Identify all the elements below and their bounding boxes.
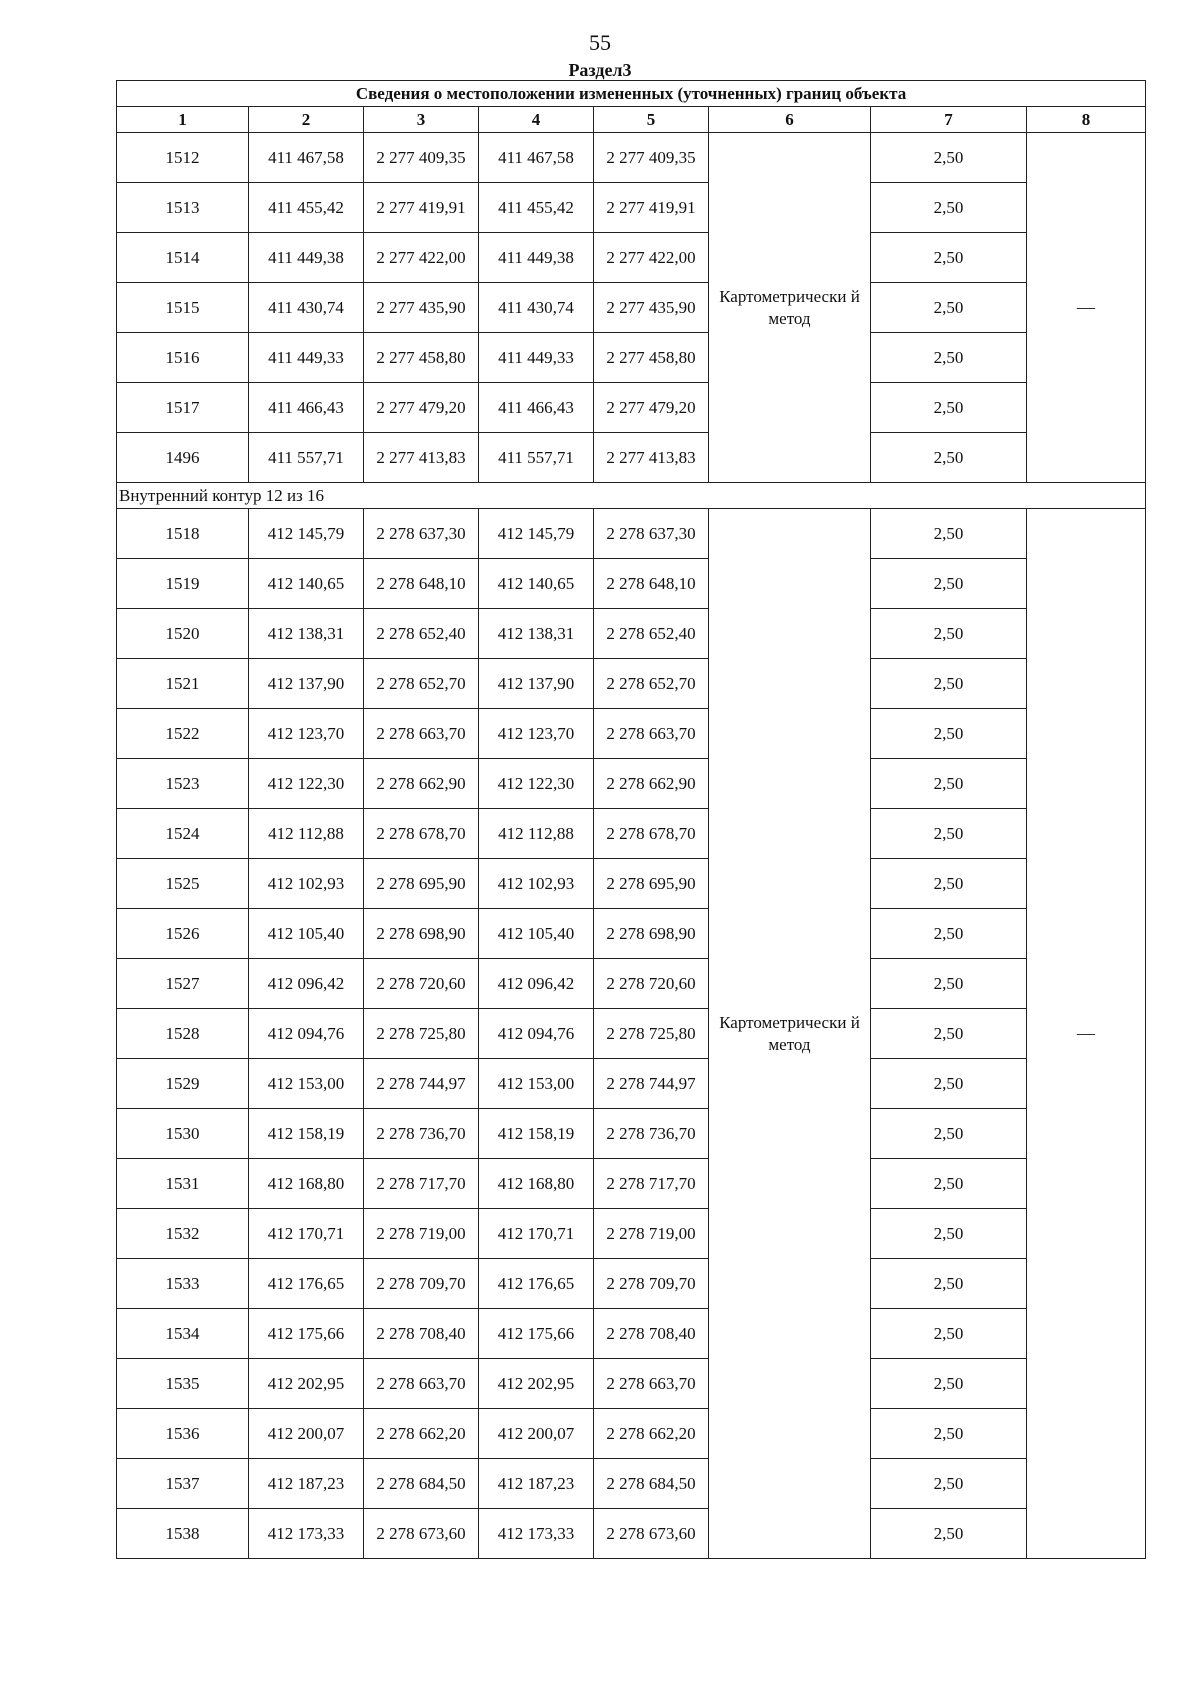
y-existing-cell: 2 278 662,90 bbox=[364, 759, 479, 809]
point-number-cell: 1529 bbox=[117, 1059, 249, 1109]
x-existing-cell: 412 112,88 bbox=[249, 809, 364, 859]
table-row bbox=[117, 1359, 1146, 1409]
x-new-cell: 412 102,93 bbox=[479, 859, 594, 909]
x-existing-cell: 411 449,38 bbox=[249, 233, 364, 283]
accuracy-cell: 2,50 bbox=[871, 1159, 1027, 1209]
y-new-cell: 2 277 422,00 bbox=[594, 233, 709, 283]
boundary-table bbox=[116, 80, 1146, 1559]
accuracy-cell: 2,50 bbox=[871, 1059, 1027, 1109]
table-row bbox=[117, 859, 1146, 909]
y-new-cell: 2 277 413,83 bbox=[594, 433, 709, 483]
x-new-cell: 411 467,58 bbox=[479, 133, 594, 183]
table-row bbox=[117, 1059, 1146, 1109]
table-row bbox=[117, 1009, 1146, 1059]
y-existing-cell: 2 278 695,90 bbox=[364, 859, 479, 909]
table-row bbox=[117, 1459, 1146, 1509]
y-new-cell: 2 278 652,70 bbox=[594, 659, 709, 709]
accuracy-cell: 2,50 bbox=[871, 133, 1027, 183]
x-new-cell: 411 455,42 bbox=[479, 183, 594, 233]
table-row bbox=[117, 659, 1146, 709]
x-new-cell: 412 145,79 bbox=[479, 509, 594, 559]
y-existing-cell: 2 278 652,70 bbox=[364, 659, 479, 709]
table-row bbox=[117, 283, 1146, 333]
contour-label: Внутренний контур 12 из 16 bbox=[117, 483, 1146, 509]
table-row bbox=[117, 609, 1146, 659]
y-existing-cell: 2 278 648,10 bbox=[364, 559, 479, 609]
x-existing-cell: 412 140,65 bbox=[249, 559, 364, 609]
x-new-cell: 411 449,38 bbox=[479, 233, 594, 283]
y-new-cell: 2 278 725,80 bbox=[594, 1009, 709, 1059]
accuracy-cell: 2,50 bbox=[871, 183, 1027, 233]
table-row bbox=[117, 959, 1146, 1009]
table-row bbox=[117, 333, 1146, 383]
y-existing-cell: 2 277 435,90 bbox=[364, 283, 479, 333]
x-existing-cell: 412 202,95 bbox=[249, 1359, 364, 1409]
accuracy-cell: 2,50 bbox=[871, 809, 1027, 859]
accuracy-cell: 2,50 bbox=[871, 909, 1027, 959]
point-number-cell: 1496 bbox=[117, 433, 249, 483]
accuracy-cell: 2,50 bbox=[871, 659, 1027, 709]
y-new-cell: 2 278 662,20 bbox=[594, 1409, 709, 1459]
y-new-cell: 2 278 663,70 bbox=[594, 1359, 709, 1409]
point-number-cell: 1534 bbox=[117, 1309, 249, 1359]
x-new-cell: 412 122,30 bbox=[479, 759, 594, 809]
x-new-cell: 412 187,23 bbox=[479, 1459, 594, 1509]
point-number-cell: 1535 bbox=[117, 1359, 249, 1409]
y-new-cell: 2 277 458,80 bbox=[594, 333, 709, 383]
point-number-cell: 1523 bbox=[117, 759, 249, 809]
x-existing-cell: 412 200,07 bbox=[249, 1409, 364, 1459]
x-existing-cell: 411 466,43 bbox=[249, 383, 364, 433]
column-number-5: 5 bbox=[594, 107, 709, 133]
y-existing-cell: 2 278 698,90 bbox=[364, 909, 479, 959]
x-existing-cell: 412 096,42 bbox=[249, 959, 364, 1009]
point-number-cell: 1515 bbox=[117, 283, 249, 333]
x-new-cell: 412 170,71 bbox=[479, 1209, 594, 1259]
point-number-cell: 1524 bbox=[117, 809, 249, 859]
table-row bbox=[117, 383, 1146, 433]
x-new-cell: 412 175,66 bbox=[479, 1309, 594, 1359]
table-body bbox=[117, 133, 1146, 1559]
page-number: 55 bbox=[589, 30, 611, 55]
accuracy-cell: 2,50 bbox=[871, 1459, 1027, 1509]
y-existing-cell: 2 278 663,70 bbox=[364, 709, 479, 759]
x-new-cell: 412 112,88 bbox=[479, 809, 594, 859]
y-existing-cell: 2 277 458,80 bbox=[364, 333, 479, 383]
x-existing-cell: 412 170,71 bbox=[249, 1209, 364, 1259]
accuracy-cell: 2,50 bbox=[871, 1259, 1027, 1309]
table-row bbox=[117, 1209, 1146, 1259]
x-new-cell: 412 202,95 bbox=[479, 1359, 594, 1409]
accuracy-cell: 2,50 bbox=[871, 283, 1027, 333]
x-existing-cell: 412 158,19 bbox=[249, 1109, 364, 1159]
x-existing-cell: 412 145,79 bbox=[249, 509, 364, 559]
point-number-cell: 1513 bbox=[117, 183, 249, 233]
accuracy-cell: 2,50 bbox=[871, 333, 1027, 383]
table-row bbox=[117, 809, 1146, 859]
x-existing-cell: 412 187,23 bbox=[249, 1459, 364, 1509]
y-new-cell: 2 278 695,90 bbox=[594, 859, 709, 909]
accuracy-cell: 2,50 bbox=[871, 559, 1027, 609]
accuracy-cell: 2,50 bbox=[871, 383, 1027, 433]
x-new-cell: 411 466,43 bbox=[479, 383, 594, 433]
y-new-cell: 2 278 673,60 bbox=[594, 1509, 709, 1559]
x-new-cell: 412 173,33 bbox=[479, 1509, 594, 1559]
y-new-cell: 2 277 419,91 bbox=[594, 183, 709, 233]
y-new-cell: 2 278 698,90 bbox=[594, 909, 709, 959]
x-existing-cell: 412 175,66 bbox=[249, 1309, 364, 1359]
table-row bbox=[117, 133, 1146, 183]
x-new-cell: 411 449,33 bbox=[479, 333, 594, 383]
accuracy-cell: 2,50 bbox=[871, 859, 1027, 909]
point-number-cell: 1526 bbox=[117, 909, 249, 959]
accuracy-cell: 2,50 bbox=[871, 1309, 1027, 1359]
x-new-cell: 412 094,76 bbox=[479, 1009, 594, 1059]
accuracy-cell: 2,50 bbox=[871, 1009, 1027, 1059]
point-number-cell: 1525 bbox=[117, 859, 249, 909]
point-number-cell: 1520 bbox=[117, 609, 249, 659]
point-number-cell: 1532 bbox=[117, 1209, 249, 1259]
table-row bbox=[117, 1509, 1146, 1559]
table-row bbox=[117, 183, 1146, 233]
x-existing-cell: 412 102,93 bbox=[249, 859, 364, 909]
table-row bbox=[117, 1109, 1146, 1159]
contour-row bbox=[117, 483, 1146, 509]
point-number-cell: 1536 bbox=[117, 1409, 249, 1459]
point-number-cell: 1530 bbox=[117, 1109, 249, 1159]
point-number-cell: 1516 bbox=[117, 333, 249, 383]
point-number-cell: 1531 bbox=[117, 1159, 249, 1209]
y-existing-cell: 2 277 479,20 bbox=[364, 383, 479, 433]
y-existing-cell: 2 278 717,70 bbox=[364, 1159, 479, 1209]
column-number-7: 7 bbox=[871, 107, 1027, 133]
x-existing-cell: 411 455,42 bbox=[249, 183, 364, 233]
x-existing-cell: 412 105,40 bbox=[249, 909, 364, 959]
y-new-cell: 2 278 736,70 bbox=[594, 1109, 709, 1159]
x-existing-cell: 411 557,71 bbox=[249, 433, 364, 483]
accuracy-cell: 2,50 bbox=[871, 233, 1027, 283]
x-existing-cell: 411 430,74 bbox=[249, 283, 364, 333]
x-existing-cell: 412 122,30 bbox=[249, 759, 364, 809]
y-new-cell: 2 278 663,70 bbox=[594, 709, 709, 759]
x-existing-cell: 412 123,70 bbox=[249, 709, 364, 759]
accuracy-cell: 2,50 bbox=[871, 959, 1027, 1009]
point-number-cell: 1519 bbox=[117, 559, 249, 609]
x-new-cell: 412 153,00 bbox=[479, 1059, 594, 1109]
y-existing-cell: 2 278 678,70 bbox=[364, 809, 479, 859]
y-existing-cell: 2 278 662,20 bbox=[364, 1409, 479, 1459]
y-existing-cell: 2 278 725,80 bbox=[364, 1009, 479, 1059]
y-existing-cell: 2 277 409,35 bbox=[364, 133, 479, 183]
table-row bbox=[117, 909, 1146, 959]
y-existing-cell: 2 278 720,60 bbox=[364, 959, 479, 1009]
table-caption: Сведения о местоположении измененных (уточненных) границ объекта bbox=[117, 81, 1146, 107]
x-new-cell: 412 140,65 bbox=[479, 559, 594, 609]
point-number-cell: 1522 bbox=[117, 709, 249, 759]
x-new-cell: 412 096,42 bbox=[479, 959, 594, 1009]
point-number-cell: 1514 bbox=[117, 233, 249, 283]
y-existing-cell: 2 278 744,97 bbox=[364, 1059, 479, 1109]
accuracy-cell: 2,50 bbox=[871, 1509, 1027, 1559]
y-new-cell: 2 277 479,20 bbox=[594, 383, 709, 433]
section-title: Раздел3 bbox=[568, 60, 632, 80]
x-new-cell: 412 137,90 bbox=[479, 659, 594, 709]
description-cell: — bbox=[1027, 509, 1146, 1559]
y-new-cell: 2 278 652,40 bbox=[594, 609, 709, 659]
accuracy-cell: 2,50 bbox=[871, 509, 1027, 559]
y-existing-cell: 2 278 708,40 bbox=[364, 1309, 479, 1359]
x-new-cell: 412 138,31 bbox=[479, 609, 594, 659]
table-row bbox=[117, 233, 1146, 283]
point-number-cell: 1538 bbox=[117, 1509, 249, 1559]
y-new-cell: 2 278 708,40 bbox=[594, 1309, 709, 1359]
point-number-cell: 1527 bbox=[117, 959, 249, 1009]
table-row bbox=[117, 759, 1146, 809]
x-new-cell: 412 158,19 bbox=[479, 1109, 594, 1159]
x-existing-cell: 412 138,31 bbox=[249, 609, 364, 659]
point-number-cell: 1518 bbox=[117, 509, 249, 559]
y-new-cell: 2 278 662,90 bbox=[594, 759, 709, 809]
y-new-cell: 2 278 744,97 bbox=[594, 1059, 709, 1109]
accuracy-cell: 2,50 bbox=[871, 1109, 1027, 1159]
y-new-cell: 2 277 435,90 bbox=[594, 283, 709, 333]
column-number-6: 6 bbox=[709, 107, 871, 133]
x-existing-cell: 412 176,65 bbox=[249, 1259, 364, 1309]
x-new-cell: 412 200,07 bbox=[479, 1409, 594, 1459]
method-cell: Картометрически й метод bbox=[709, 133, 871, 483]
point-number-cell: 1537 bbox=[117, 1459, 249, 1509]
accuracy-cell: 2,50 bbox=[871, 1409, 1027, 1459]
x-new-cell: 411 430,74 bbox=[479, 283, 594, 333]
column-number-4: 4 bbox=[479, 107, 594, 133]
y-new-cell: 2 278 709,70 bbox=[594, 1259, 709, 1309]
x-new-cell: 412 168,80 bbox=[479, 1159, 594, 1209]
point-number-cell: 1512 bbox=[117, 133, 249, 183]
x-existing-cell: 412 153,00 bbox=[249, 1059, 364, 1109]
y-new-cell: 2 278 648,10 bbox=[594, 559, 709, 609]
table-row bbox=[117, 509, 1146, 559]
y-existing-cell: 2 278 736,70 bbox=[364, 1109, 479, 1159]
y-new-cell: 2 278 720,60 bbox=[594, 959, 709, 1009]
x-existing-cell: 412 173,33 bbox=[249, 1509, 364, 1559]
x-existing-cell: 411 467,58 bbox=[249, 133, 364, 183]
x-new-cell: 412 123,70 bbox=[479, 709, 594, 759]
y-existing-cell: 2 278 684,50 bbox=[364, 1459, 479, 1509]
point-number-cell: 1521 bbox=[117, 659, 249, 709]
y-existing-cell: 2 277 413,83 bbox=[364, 433, 479, 483]
y-new-cell: 2 278 637,30 bbox=[594, 509, 709, 559]
column-number-row bbox=[117, 107, 1146, 133]
column-number-1: 1 bbox=[117, 107, 249, 133]
table-row bbox=[117, 559, 1146, 609]
y-existing-cell: 2 277 419,91 bbox=[364, 183, 479, 233]
table-row bbox=[117, 1409, 1146, 1459]
table-row bbox=[117, 433, 1146, 483]
y-existing-cell: 2 278 719,00 bbox=[364, 1209, 479, 1259]
point-number-cell: 1528 bbox=[117, 1009, 249, 1059]
table-row bbox=[117, 1259, 1146, 1309]
column-number-3: 3 bbox=[364, 107, 479, 133]
x-existing-cell: 412 094,76 bbox=[249, 1009, 364, 1059]
y-new-cell: 2 278 684,50 bbox=[594, 1459, 709, 1509]
y-existing-cell: 2 278 709,70 bbox=[364, 1259, 479, 1309]
table-row bbox=[117, 1309, 1146, 1359]
y-existing-cell: 2 278 663,70 bbox=[364, 1359, 479, 1409]
x-new-cell: 412 105,40 bbox=[479, 909, 594, 959]
accuracy-cell: 2,50 bbox=[871, 759, 1027, 809]
x-existing-cell: 412 137,90 bbox=[249, 659, 364, 709]
y-new-cell: 2 278 719,00 bbox=[594, 1209, 709, 1259]
y-new-cell: 2 277 409,35 bbox=[594, 133, 709, 183]
accuracy-cell: 2,50 bbox=[871, 609, 1027, 659]
y-existing-cell: 2 278 652,40 bbox=[364, 609, 479, 659]
y-existing-cell: 2 278 637,30 bbox=[364, 509, 479, 559]
method-cell: Картометрически й метод bbox=[709, 509, 871, 1559]
column-number-8: 8 bbox=[1027, 107, 1146, 133]
point-number-cell: 1533 bbox=[117, 1259, 249, 1309]
table-row bbox=[117, 709, 1146, 759]
y-existing-cell: 2 277 422,00 bbox=[364, 233, 479, 283]
table-row bbox=[117, 1159, 1146, 1209]
accuracy-cell: 2,50 bbox=[871, 1209, 1027, 1259]
point-number-cell: 1517 bbox=[117, 383, 249, 433]
y-new-cell: 2 278 717,70 bbox=[594, 1159, 709, 1209]
y-new-cell: 2 278 678,70 bbox=[594, 809, 709, 859]
accuracy-cell: 2,50 bbox=[871, 709, 1027, 759]
x-new-cell: 412 176,65 bbox=[479, 1259, 594, 1309]
x-existing-cell: 412 168,80 bbox=[249, 1159, 364, 1209]
x-existing-cell: 411 449,33 bbox=[249, 333, 364, 383]
accuracy-cell: 2,50 bbox=[871, 1359, 1027, 1409]
y-existing-cell: 2 278 673,60 bbox=[364, 1509, 479, 1559]
x-new-cell: 411 557,71 bbox=[479, 433, 594, 483]
accuracy-cell: 2,50 bbox=[871, 433, 1027, 483]
column-number-2: 2 bbox=[249, 107, 364, 133]
description-cell: — bbox=[1027, 133, 1146, 483]
